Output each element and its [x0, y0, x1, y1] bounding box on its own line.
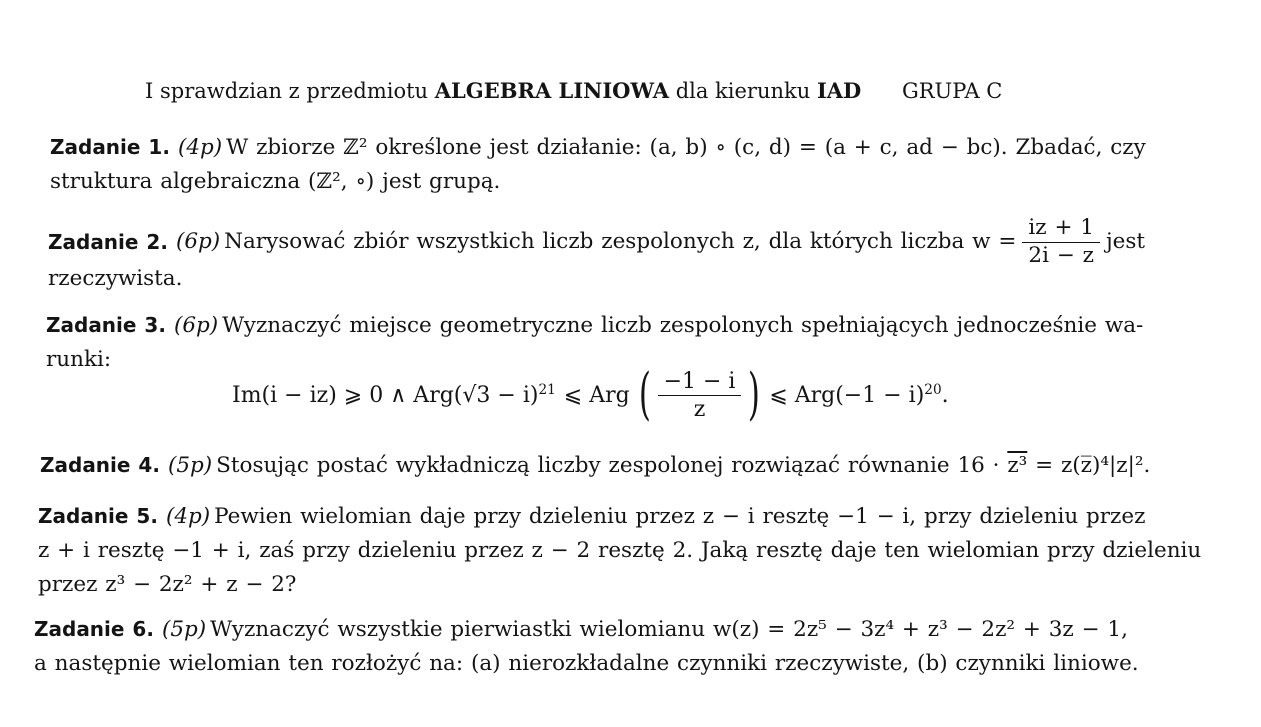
- formula-part-b: ⩽ Arg: [563, 383, 630, 409]
- task-6-line-1: [34, 612, 1244, 647]
- header-prefix: I sprawdzian z przedmiotu: [145, 79, 429, 103]
- task-2-label: Zadanie 2.: [48, 230, 168, 254]
- task-4-points: (5p): [167, 453, 213, 478]
- task-6-text-1: Wyznaczyć wszystkie pierwiastki wielomianu w(z) = 2z⁵ − 3z⁴ + z³ − 2z² + 3z − 1,: [210, 617, 1128, 642]
- task-6-label: Zadanie 6.: [34, 617, 154, 641]
- task-5-text-1: Pewien wielomian daje przy dzieleniu przez z − i resztę −1 − i, przy dzieleniu przez: [214, 504, 1146, 529]
- task-2-text-end: jest: [1106, 229, 1146, 254]
- left-paren-glyph: (: [638, 362, 651, 428]
- task-1-text-1: W zbiorze ℤ² określone jest działanie: (a, b) ∘ (c, d) = (a + c, ad − bc). Zbadać, czy: [226, 135, 1146, 160]
- right-paren-glyph: ): [748, 362, 761, 428]
- task-2-fraction-denominator: 2i − z: [1028, 242, 1094, 268]
- task-4-equation-rest: = z(z̅)⁴|z|².: [1027, 453, 1151, 478]
- task-4: [40, 448, 1240, 483]
- header-group: GRUPA C: [901, 79, 1003, 103]
- task-2-fraction: [1022, 214, 1100, 268]
- task-3-text-1: Wyznaczyć miejsce geometryczne liczb zespolonych spełniających jednocześnie wa-: [222, 313, 1144, 338]
- formula-part-a: [232, 383, 556, 408]
- formula-c-text: ⩽ Arg(−1 − i): [769, 383, 925, 409]
- task-2: [48, 214, 1228, 296]
- task-5-text-3: przez z³ − 2z² + z − 2?: [38, 572, 297, 597]
- task-3-fraction: [658, 370, 742, 421]
- task-2-points: (6p): [175, 229, 221, 254]
- task-2-line-1: [48, 214, 1228, 268]
- task-3-line-1: [46, 308, 1226, 343]
- task-3-label: Zadanie 3.: [46, 313, 166, 337]
- task-6: [34, 612, 1244, 681]
- task-5-line-1: [38, 499, 1238, 534]
- task-5: [38, 499, 1238, 602]
- task-1-points: (4p): [177, 135, 223, 160]
- task-1-label: Zadanie 1.: [50, 135, 170, 159]
- task-6-points: (5p): [161, 617, 207, 642]
- task-3: [46, 308, 1226, 377]
- task-4-text: Stosując postać wykładniczą liczby zespolonej rozwiązać równanie 16 ·: [216, 453, 1008, 478]
- task-3-fraction-numerator: −1 − i: [658, 370, 742, 396]
- task-4-conjugate-term: z³: [1007, 453, 1028, 478]
- task-3-formula: [232, 362, 949, 428]
- task-1-line-1: [50, 130, 1230, 165]
- task-5-label: Zadanie 5.: [38, 504, 158, 528]
- task-4-label: Zadanie 4.: [40, 453, 160, 477]
- formula-c-exponent: 20: [924, 381, 942, 398]
- formula-a-exponent: 21: [538, 381, 556, 398]
- exam-header: [145, 78, 1145, 103]
- task-3-points: (6p): [173, 313, 219, 338]
- task-5-text-2: z + i resztę −1 + i, zaś przy dzieleniu przez z − 2 resztę 2. Jaką resztę daje ten wielomian przy dzieleniu: [38, 538, 1202, 563]
- task-1-text-2: struktura algebraiczna (ℤ², ∘) jest grupą.: [50, 169, 501, 194]
- task-4-line-1: [40, 448, 1240, 483]
- task-5-points: (4p): [165, 504, 211, 529]
- task-2-text-1: Narysować zbiór wszystkich liczb zespolonych z, dla których liczba w =: [224, 229, 1017, 254]
- header-subject: ALGEBRA LINIOWA: [434, 78, 669, 103]
- header-field: IAD: [816, 78, 862, 103]
- task-1: [50, 130, 1230, 199]
- formula-part-c: [769, 383, 948, 408]
- task-2-fraction-numerator: iz + 1: [1022, 217, 1100, 243]
- task-6-text-2: a następnie wielomian ten rozłożyć na: (a) nierozkładalne czynniki rzeczywiste, (b) czynniki liniowe.: [34, 651, 1139, 676]
- formula-a-text: Im(i − iz) ⩾ 0 ∧ Arg(√3 − i): [232, 383, 539, 409]
- header-middle: dla kierunku: [675, 79, 811, 103]
- formula-end: .: [941, 383, 949, 409]
- task-3-text-2: runki:: [46, 347, 112, 372]
- task-3-fraction-denominator: z: [693, 397, 706, 423]
- task-2-text-2: rzeczywista.: [48, 266, 183, 291]
